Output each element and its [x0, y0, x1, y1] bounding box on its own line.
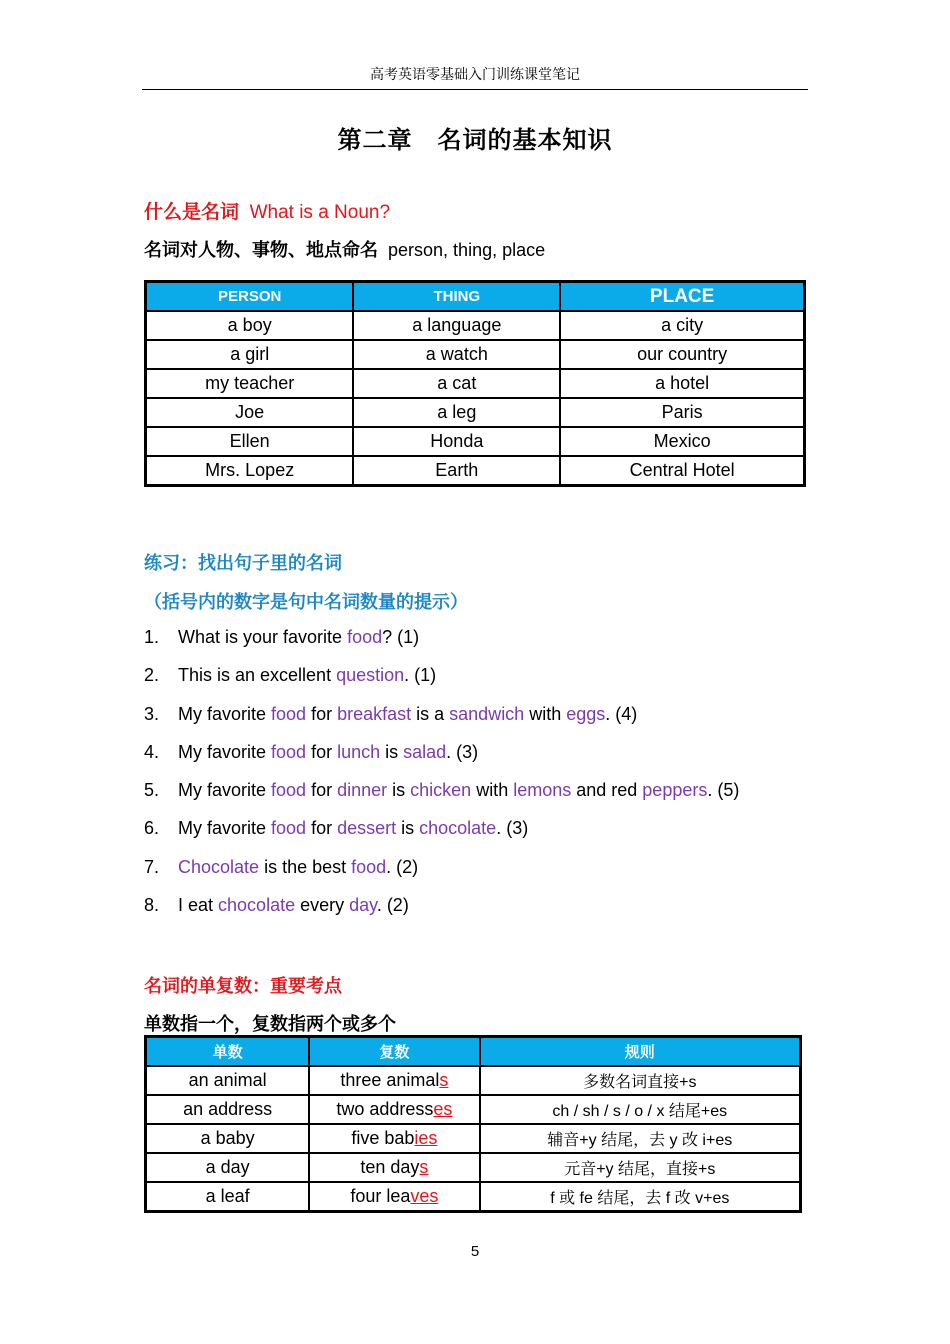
sentence-text: . (4) [605, 703, 638, 724]
table-cell: a cat [353, 369, 560, 398]
noun-word: dinner [337, 780, 388, 801]
table-cell: my teacher [146, 369, 354, 398]
page-header: 高考英语零基础入门训练课堂笔记 [142, 64, 808, 90]
section-heading-cn: 什么是名词 [144, 202, 240, 223]
table-cell: a language [353, 311, 560, 340]
sentence-text: is a [411, 703, 450, 724]
noun-word: lunch [337, 741, 381, 762]
noun-word: question [336, 665, 405, 686]
noun-word: chocolate [218, 895, 296, 916]
singular-cell: an address [146, 1095, 310, 1124]
plural-stem: three animal [340, 1070, 440, 1090]
rule-cell: 多数名词直接+s [480, 1066, 801, 1095]
sentence-text: My favorite [178, 703, 272, 724]
table-row [146, 1182, 801, 1212]
singular-cell: a leaf [146, 1182, 310, 1212]
table-cell: our country [560, 340, 804, 369]
table-row [146, 398, 805, 427]
sentence-text: . (2) [376, 895, 409, 916]
plural-suffix: es [433, 1099, 453, 1119]
sentence-text: for [306, 703, 338, 724]
plural-suffix: s [439, 1070, 449, 1090]
noun-definition [144, 236, 545, 262]
sentence-text: This is an excellent [178, 665, 337, 686]
noun-word: chocolate [419, 818, 497, 839]
table-row [146, 369, 805, 398]
plural-cell [309, 1182, 479, 1212]
table-cell: a watch [353, 340, 560, 369]
plural-section-subheading [144, 1010, 396, 1036]
table-row [146, 427, 805, 456]
table-row [146, 1153, 801, 1182]
exercise-item [144, 892, 739, 930]
noun-word: food [271, 780, 307, 801]
exercise-list [144, 624, 739, 930]
table-row [146, 311, 805, 340]
noun-word: food [347, 627, 383, 647]
rule-cell: 辅音+y 结尾，去 y 改 i+es [480, 1124, 801, 1153]
rule-cell: 元音+y 结尾，直接+s [480, 1153, 801, 1182]
table-row [146, 1066, 801, 1095]
column-header-singular: 单数 [146, 1037, 310, 1067]
table-cell: a hotel [560, 369, 804, 398]
noun-definition-cn: 名词对人物、事物、地点命名 [144, 240, 378, 260]
sentence-text: with [471, 780, 514, 801]
plural-section-heading: 名词的单复数：重要考点 [144, 976, 342, 996]
plural-stem: ten day [360, 1157, 420, 1177]
rule-cell: ch / sh / s / o / x 结尾+es [480, 1095, 801, 1124]
sentence-text: for [306, 741, 338, 762]
sentence-text: and red [571, 780, 643, 801]
column-header-person: PERSON [146, 282, 354, 312]
column-header-thing: THING [353, 282, 560, 312]
column-header-rule: 规则 [480, 1037, 801, 1067]
sentence-text: . (1) [404, 665, 437, 686]
exercise-item [144, 739, 739, 777]
exercise-number: 6. [144, 818, 160, 839]
noun-word: salad [403, 741, 447, 762]
plural-rules-table [144, 1035, 802, 1213]
table-row [146, 1124, 801, 1153]
noun-word: peppers [642, 780, 708, 801]
exercise-number: 4. [144, 741, 160, 762]
table-row [146, 340, 805, 369]
plural-cell [309, 1066, 479, 1095]
table-cell: a leg [353, 398, 560, 427]
sentence-text: for [306, 818, 338, 839]
noun-word: eggs [566, 703, 606, 724]
table-cell: Mexico [560, 427, 804, 456]
noun-word: dessert [337, 818, 397, 839]
sentence-text: . (5) [707, 780, 740, 801]
singular-cell: a day [146, 1153, 310, 1182]
noun-word: day [349, 895, 377, 916]
sentence-text: is [387, 780, 411, 801]
sentence-text: with [524, 703, 567, 724]
exercise-item [144, 854, 739, 892]
exercise-item [144, 815, 739, 853]
plural-stem: two address [336, 1099, 434, 1119]
plural-cell [309, 1124, 479, 1153]
sentence-text: is [380, 741, 404, 762]
plural-stem: five bab [351, 1128, 415, 1148]
exercise-number: 2. [144, 665, 160, 686]
noun-examples-table [144, 280, 806, 487]
column-header-place: PLACE [560, 282, 804, 312]
plural-suffix: s [419, 1157, 429, 1177]
table-cell: Paris [560, 398, 804, 427]
sentence-text: for [306, 780, 338, 801]
table-header-row [146, 1037, 801, 1067]
exercise-item [144, 701, 739, 739]
sentence-text: My favorite [178, 741, 272, 762]
sentence-text: . (3) [496, 818, 529, 839]
exercise-hint: （括号内的数字是句中名词数量的提示） [144, 592, 468, 612]
sentence-text: My favorite [178, 818, 272, 839]
noun-word: food [271, 818, 307, 839]
table-cell: Honda [353, 427, 560, 456]
sentence-text: is the best [259, 856, 352, 877]
noun-word: Chocolate [178, 856, 260, 877]
plural-suffix: ves [410, 1186, 439, 1206]
plural-stem: four lea [350, 1186, 411, 1206]
exercise-number: 8. [144, 895, 160, 916]
sentence-text: . (2) [386, 856, 419, 877]
section-heading-what-is-noun [144, 197, 390, 224]
singular-cell: an animal [146, 1066, 310, 1095]
sentence-text: . (3) [446, 741, 479, 762]
singular-cell: a baby [146, 1124, 310, 1153]
plural-suffix: ies [414, 1128, 438, 1148]
exercise-number: 7. [144, 856, 160, 877]
table-cell: Mrs. Lopez [146, 456, 354, 486]
section-heading-en: What is a Noun? [249, 202, 391, 223]
table-cell: Joe [146, 398, 354, 427]
exercise-number: 1. [144, 627, 160, 647]
plural-subheading-text: 单数指一个，复数指两个或多个 [144, 1014, 396, 1034]
page-number: 5 [470, 1243, 480, 1260]
table-row [146, 456, 805, 486]
noun-word: chicken [410, 780, 472, 801]
sentence-text: every [295, 895, 350, 916]
table-header-row [146, 282, 805, 312]
noun-word: breakfast [337, 703, 412, 724]
sentence-text: What is your favorite [178, 627, 348, 647]
table-cell: Ellen [146, 427, 354, 456]
noun-word: food [271, 703, 307, 724]
exercise-item [144, 624, 739, 662]
noun-word: food [271, 741, 307, 762]
table-cell: a girl [146, 340, 354, 369]
table-row [146, 1095, 801, 1124]
exercise-title: 练习：找出句子里的名词 [144, 553, 342, 573]
table-cell: a boy [146, 311, 354, 340]
exercise-item [144, 662, 739, 700]
sentence-text: I eat [178, 895, 219, 916]
table-cell: a city [560, 311, 804, 340]
table-cell: Central Hotel [560, 456, 804, 486]
column-header-plural: 复数 [309, 1037, 479, 1067]
noun-word: food [351, 856, 387, 877]
exercise-item [144, 777, 739, 815]
sentence-text: ? (1) [382, 627, 420, 647]
noun-word: sandwich [449, 703, 525, 724]
plural-cell [309, 1153, 479, 1182]
noun-word: lemons [513, 780, 572, 801]
rule-cell: f 或 fe 结尾，去 f 改 v+es [480, 1182, 801, 1212]
chapter-title: 第二章 名词的基本知识 [337, 127, 613, 154]
sentence-text: is [396, 818, 420, 839]
exercise-number: 5. [144, 780, 160, 801]
table-cell: Earth [353, 456, 560, 486]
plural-cell [309, 1095, 479, 1124]
noun-definition-en: person, thing, place [388, 240, 546, 260]
exercise-number: 3. [144, 703, 160, 724]
sentence-text: My favorite [178, 780, 272, 801]
